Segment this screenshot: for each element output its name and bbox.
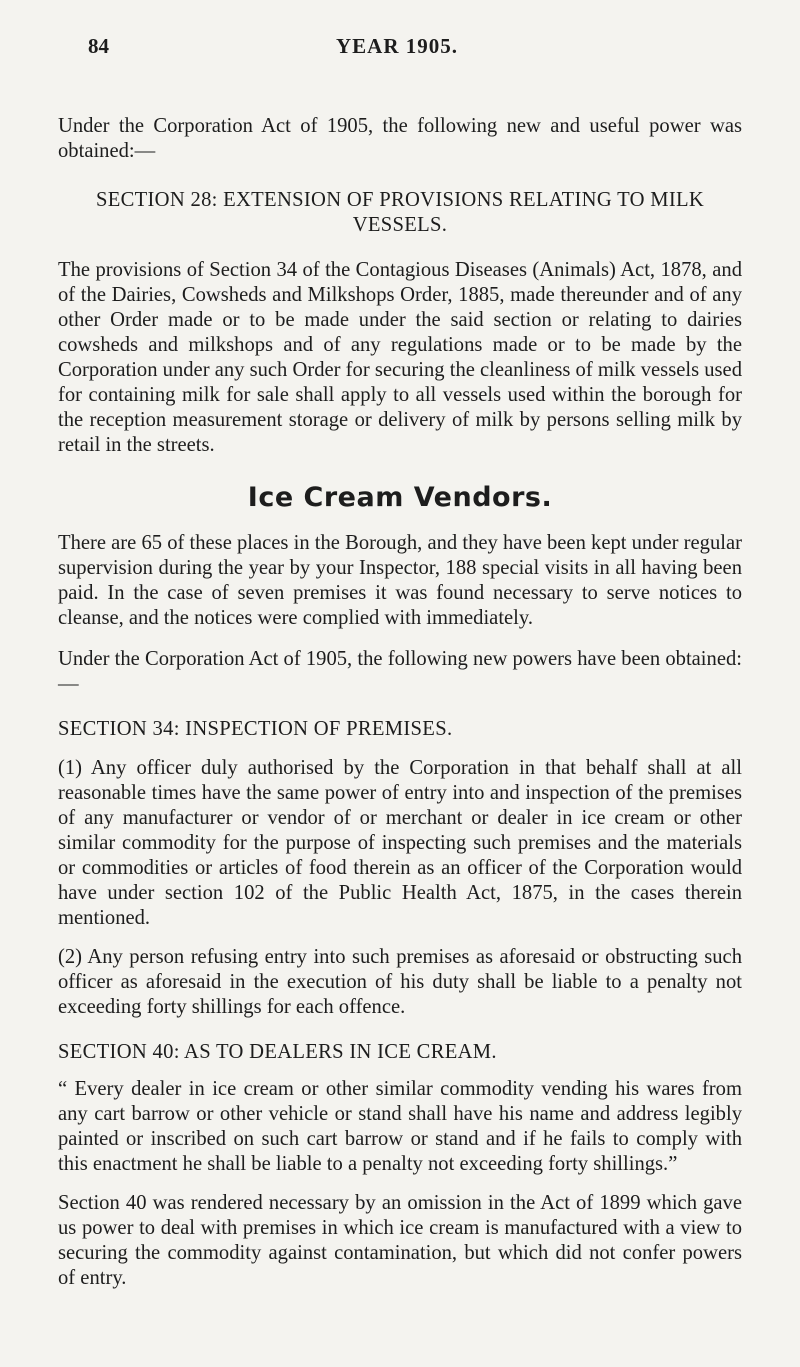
section-40-quote: “ Every dealer in ice cream or other similar commodity vending his wares from any cart barrow or other vehicle or stand shall have his name and address legibly painted or inscribed on such cart barrow or stand and if he fails to comply with this enactment he shall be liable to a penalty not exceeding forty shillings.” xyxy=(58,1078,742,1175)
section-40-heading: SECTION 40: AS TO DEALERS IN ICE CREAM. xyxy=(58,1041,497,1063)
section-34-paragraph-2: (2) Any person refusing entry into such premises as aforesaid or obstructing such officer as aforesaid in the execution of his duty shall be liable to a penalty not exceeding forty shillings for each offence. xyxy=(58,946,742,1018)
ice-cream-paragraph: There are 65 of these places in the Borough, and they have been kept under regular supervision during the year by your Inspector, 188 special visits in all having been paid. In the case of seven premises it was found necessary to serve notices to cleanse, and the notices were complied with immediately. xyxy=(58,532,742,629)
page-header xyxy=(58,34,742,74)
intro-paragraph-2: Under the Corporation Act of 1905, the following new powers have been obtained:— xyxy=(58,648,742,695)
page-number: 84 xyxy=(88,34,109,58)
intro-paragraph-1: Under the Corporation Act of 1905, the following new and useful power was obtained:— xyxy=(58,115,742,162)
closing-paragraph: Section 40 was rendered necessary by an omission in the Act of 1899 which gave us power to deal with premises in which ice cream is manufactured with a view to securing the commodity against contamination, but which did not confer powers of entry. xyxy=(58,1192,742,1289)
section-28-paragraph: The provisions of Section 34 of the Contagious Diseases (Animals) Act, 1878, and of the Dairies, Cowsheds and Milkshops Order, 1885, made thereunder and of any other Order made or to be made under the said section or relating to dairies cowsheds and milkshops and of any regulations made or to be made by the Corporation under any such Order for securing the cleanliness of milk vessels used for containing milk for sale shall apply to all vessels used within the borough for the reception measurement storage or delivery of milk by persons selling milk by retail in the streets. xyxy=(58,259,742,456)
ice-cream-vendors-heading: Ice Cream Vendors. xyxy=(247,482,553,513)
section-28-heading: SECTION 28: EXTENSION OF PROVISIONS RELATING TO MILK VESSELS. xyxy=(95,189,705,236)
section-34-paragraph-1: (1) Any officer duly authorised by the Corporation in that behalf shall at all reasonable times have the same power of entry into and inspection of the premises of any manufacturer or vendor of or merchant or dealer in ice cream or other similar commodity for the purpose of inspecting such premises and the materials or commodities or articles of food therein as an officer of the Corporation would have under section 102 of the Public Health Act, 1875, in the cases therein mentioned. xyxy=(58,757,742,929)
running-head: YEAR 1905. xyxy=(336,34,459,58)
section-34-heading: SECTION 34: INSPECTION OF PREMISES. xyxy=(58,718,453,740)
